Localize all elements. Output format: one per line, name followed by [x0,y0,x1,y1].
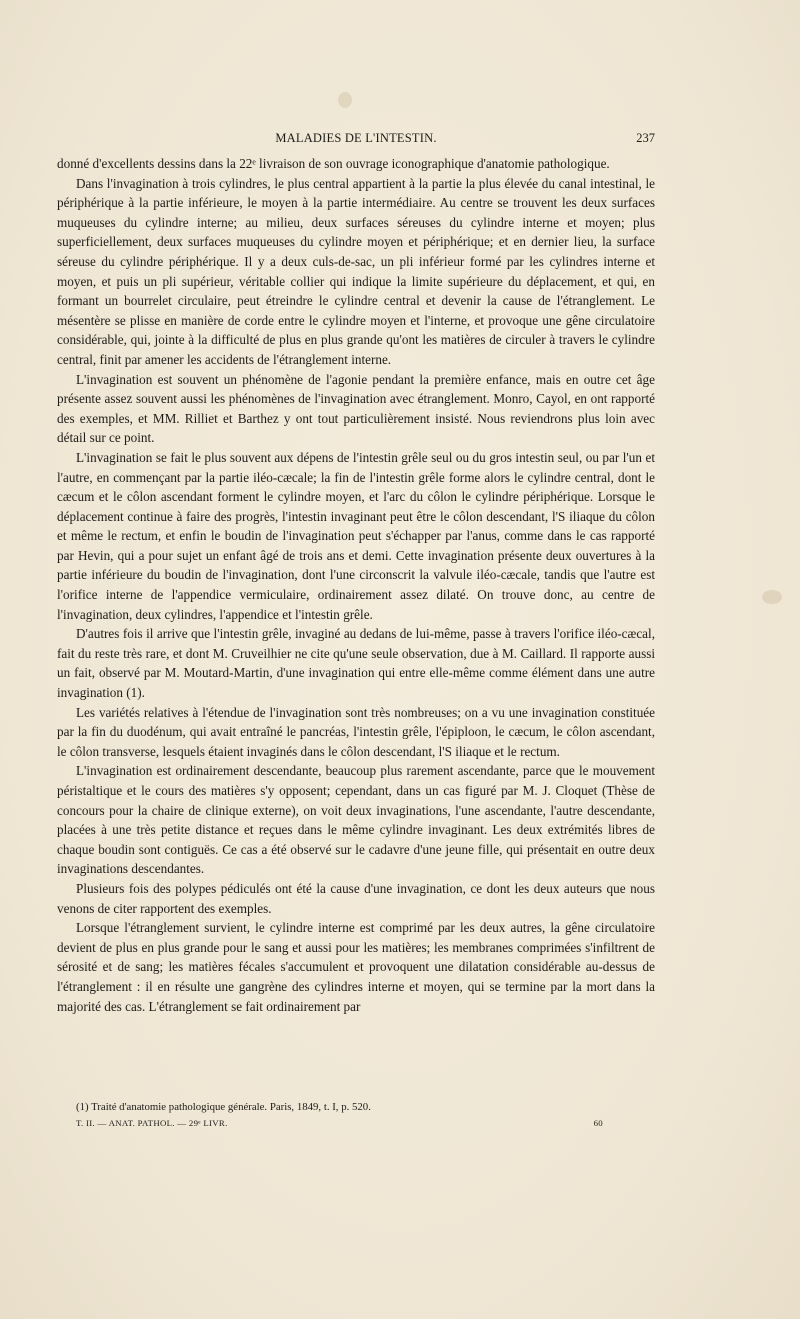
body-text [57,154,655,1016]
paragraph: L'invagination est souvent un phénomène de l'agonie pendant la première enfance, mais en outre cet âge présente assez souvent aussi les phénomènes de l'invagination avec étranglement. Monro, Cayol, en ont rapporté des exemples, et MM. Rilliet et Barthez y ont tout particulièrement insisté. Nous reviendrons plus loin avec détail sur ce point. [57,371,655,446]
paper-stain [762,590,782,604]
paragraph: Les variétés relatives à l'étendue de l'invagination sont très nombreuses; on a vu une invagination constituée par la fin du duodénum, qui avait entraîné le pancréas, l'intestin grêle, l'épiploon, le cæcum, le côlon ascendant, le côlon transverse, lesquels étaient invaginés dans le côlon descendant, l'S iliaque et le rectum. [57,704,655,759]
paragraph: L'invagination est ordinairement descendante, beaucoup plus rarement ascendante, parce que le mouvement péristaltique et le cours des matières s'y opposent; cependant, dans un cas figuré par M. J. Cloquet (Thèse de concours pour la chaire de clinique externe), on voit deux invaginations, l'une ascendante, l'autre descendante, placées à une très petite distance et reçues dans le même cylindre invaginant. Les deux extrémités libres de chaque boudin sont contiguës. Ce cas a été observé sur le cadavre d'une jeune fille, qui présentait en outre deux invaginations descendantes. [57,763,655,877]
printer-signature [57,1118,655,1132]
running-header [57,131,655,149]
paragraph: L'invagination se fait le plus souvent aux dépens de l'intestin grêle seul ou du gros intestin seul, ou par l'un et l'autre, en commençant par la partie iléo-cæcale; la fin de l'intestin grêle forme alors le cylindre central, dont le cæcum et le côlon ascendant forment le cylindre moyen, et l'arc du côlon le cylindre périphérique. Lorsque le déplacement continue à faire des progrès, l'intestin invaginant peut être le côlon descendant, l'S iliaque du côlon et même le rectum, et enfin le boudin de l'invagination peut s'échapper par l'anus, comme dans le cas rapporté par Hevin, qui a pour sujet un enfant âgé de trois ans et demi. Cette invagination présente deux ouvertures à la partie inférieure du boudin de l'invagination, dont l'une circonscrit la valvule iléo-cæcale, tandis que l'autre est l'orifice interne de l'appendice vermiculaire, ordinairement assez dilaté. On trouve donc, au centre de l'invagination, deux cylindres, l'appendice et l'intestin grêle. [57,449,655,622]
footnote: (1) Traité d'anatomie pathologique générale. Paris, 1849, t. I, p. 520. [76,1101,371,1113]
paragraph: Dans l'invagination à trois cylindres, le plus central appartient à la partie la plus élevée du canal intestinal, le périphérique à la partie inférieure, le moyen à la partie intermédiaire. Au centre se trouvent les deux surfaces muqueuses du cylindre interne; au milieu, deux surfaces séreuses du cylindre interne et moyen; plus superficiellement, deux surfaces muqueuses du cylindre moyen et périphérique; et en dernier lieu, la surface séreuse du cylindre périphérique. Il y a deux culs-de-sac, un pli inférieur formé par les cylindres interne et moyen, et puis un pli supérieur, véritable collier qui indique la limite supérieure du déplacement, et qui, en formant un bourrelet circulaire, peut étreindre le cylindre central et devenir la cause de l'étranglement. Le mésentère se plisse en manière de corde entre le cylindre moyen et l'interne, et provoque une gêne circulatoire considérable, qui, jointe à la difficulté de plus en plus grande qu'ont les matières de circuler à travers le cylindre central, finit par amener les accidents de l'étranglement interne. [57,175,655,367]
gathering-number: 60 [593,1118,603,1128]
paragraph: donné d'excellents dessins dans la 22ᵉ livraison de son ouvrage iconographique d'anatomie pathologique. [57,156,610,171]
paper-stain [338,92,352,108]
paragraph: Lorsque l'étranglement survient, le cylindre interne est comprimé par les deux autres, la gêne circulatoire devient de plus en plus grande pour le sang et aussi pour les matières; les membranes comprimées s'infiltrent de sérosité et de sang; les matières fécales s'accumulent et provoquent une dilatation considérable au-dessus de l'étranglement : il en résulte une gangrène des cylindres interne et moyen, qui se termine par la mort dans la majorité des cas. L'étranglement se fait ordinairement par [57,920,655,1014]
running-title: MALADIES DE L'INTESTIN. [275,131,437,145]
paragraph: D'autres fois il arrive que l'intestin grêle, invaginé au dedans de lui-même, passe à travers l'orifice iléo-cæcal, fait du reste très rare, et dont M. Cruveilhier ne cite qu'une seule observation, due à M. Caillard. Il rapporte aussi un fait, observé par M. Moutard-Martin, d'une invagination qui entre elle-même comme élément dans une autre invagination (1). [57,626,655,701]
signature-mark: T. II. — ANAT. PATHOL. — 29ᵉ LIVR. [76,1118,228,1128]
page-number: 237 [636,131,655,145]
paragraph: Plusieurs fois des polypes pédiculés ont été la cause d'une invagination, ce dont les deux auteurs que nous venons de citer rapportent des exemples. [57,880,655,916]
